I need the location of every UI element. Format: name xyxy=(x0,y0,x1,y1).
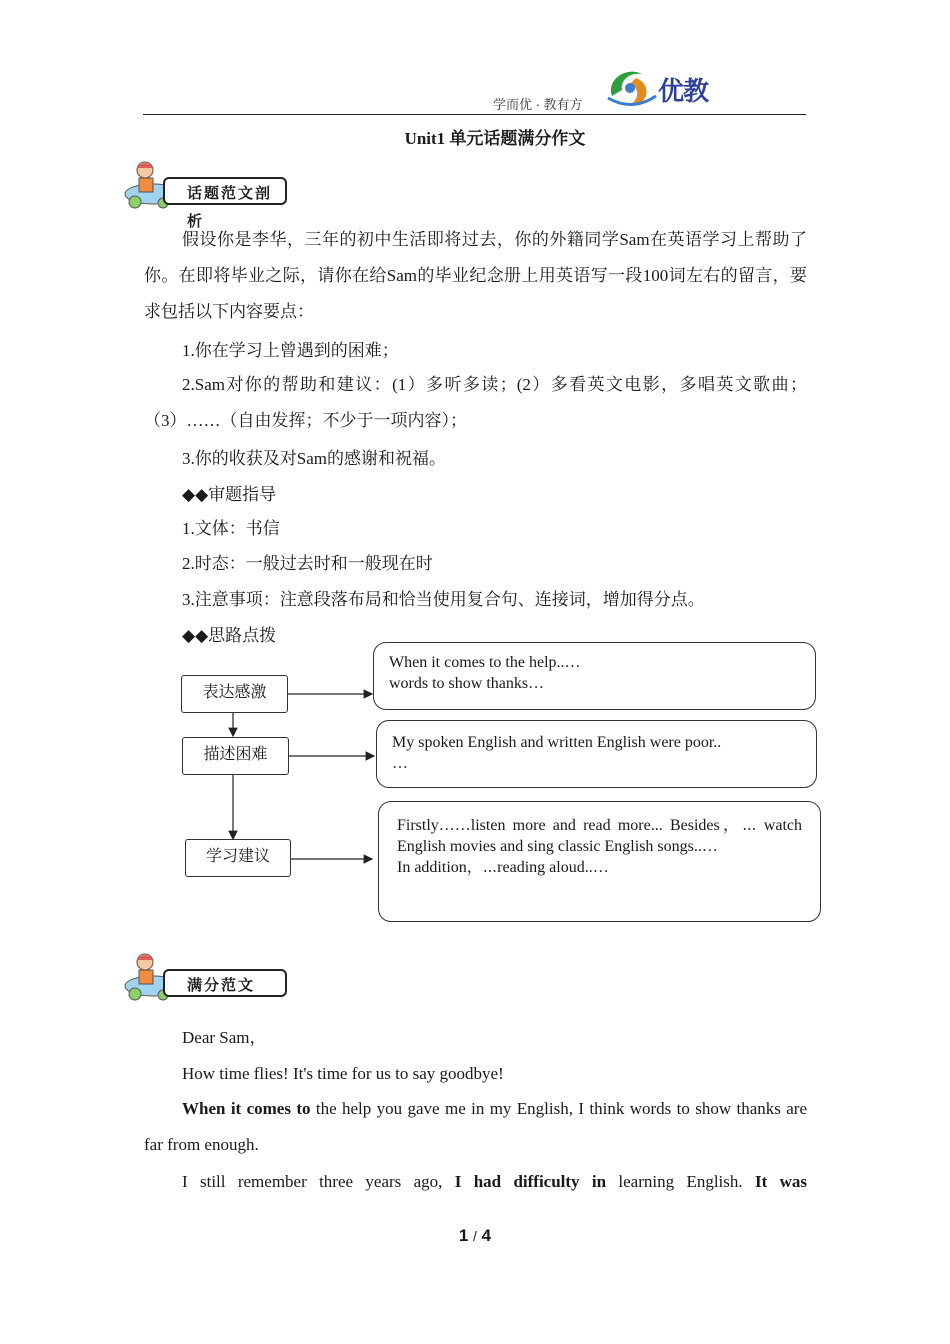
guide-item-1: 1.文体：书信 xyxy=(182,519,280,538)
prompt-point-1: 1.你在学习上曾遇到的困难； xyxy=(182,341,399,360)
idea-box-difficulty xyxy=(376,720,817,788)
essay-text: learning English. xyxy=(606,1172,755,1191)
idea-box-difficulty-line-1: My spoken English and written English were poor.. xyxy=(392,734,722,751)
page-number xyxy=(0,1226,950,1246)
idea-box-advice xyxy=(378,801,821,922)
ideas-heading: ◆◆思路点拨 xyxy=(182,626,277,645)
prompt-point-2: 2.Sam对你的帮助和建议：(1）多听多读；(2）多看英文电影，多唱英文歌曲；（3）……（自由发挥；不少于一项内容）； xyxy=(144,375,807,430)
idea-box-advice-line-1: Firstly……listen more and read more... Besides，⋯ watch English movies and sing classic English songs..… xyxy=(397,817,802,855)
idea-box-gratitude-line-2: words to show thanks… xyxy=(389,675,545,692)
header-slogan: 学而优 · 教有方 xyxy=(493,97,583,112)
prompt-point-3: 3.你的收获及对Sam的感谢和祝福。 xyxy=(182,449,446,468)
essay-phrase-bold: It was xyxy=(755,1172,808,1191)
idea-box-gratitude xyxy=(373,642,816,710)
essay-phrase-bold: I had difficulty in xyxy=(454,1172,607,1191)
flow-node-gratitude: 表达感激 xyxy=(181,675,288,713)
flow-node-advice: 学习建议 xyxy=(185,839,291,877)
page-total: 4 xyxy=(481,1226,492,1245)
page-separator: / xyxy=(473,1228,477,1244)
idea-box-advice-line-2: In addition，⋯reading aloud..… xyxy=(397,859,609,876)
guide-heading: ◆◆审题指导 xyxy=(182,485,277,504)
logo-text: 优教 xyxy=(658,77,709,107)
guide-item-2: 2.时态：一般过去时和一般现在时 xyxy=(182,554,433,573)
idea-box-difficulty-line-2: … xyxy=(392,755,408,772)
flow-node-difficulty: 描述困难 xyxy=(182,737,289,775)
essay-text: I still remember three years ago, xyxy=(182,1172,455,1191)
section-banner-model-essay xyxy=(121,950,291,1000)
guide-item-3: 3.注意事项：注意段落布局和恰当使用复合句、连接词，增加得分点。 xyxy=(182,590,705,609)
essay-phrase-bold: When it comes to xyxy=(182,1099,311,1118)
essay-text: the help you gave me in my English, I think words to show thanks are far from enough. xyxy=(144,1099,807,1154)
essay-paragraph-1: How time flies! It's time for us to say goodbye! xyxy=(182,1064,504,1083)
essay-paragraph-2 xyxy=(144,1091,807,1163)
prompt-intro: 假设你是李华，三年的初中生活即将过去，你的外籍同学Sam在英语学习上帮助了你。在即将毕业之际，请你在给Sam的毕业纪念册上用英语写一段100词左右的留言，要求包括以下内容要点： xyxy=(144,230,807,321)
essay-paragraph-3 xyxy=(182,1167,807,1197)
page-title: Unit1 单元话题满分作文 xyxy=(404,129,586,148)
essay-greeting: Dear Sam， xyxy=(182,1028,267,1047)
section-banner-label: 话题范文剖析 xyxy=(163,177,287,205)
section-banner-label: 满分范文 xyxy=(163,969,287,997)
page-current: 1 xyxy=(458,1226,469,1245)
idea-box-gratitude-line-1: When it comes to the help..… xyxy=(389,654,581,671)
